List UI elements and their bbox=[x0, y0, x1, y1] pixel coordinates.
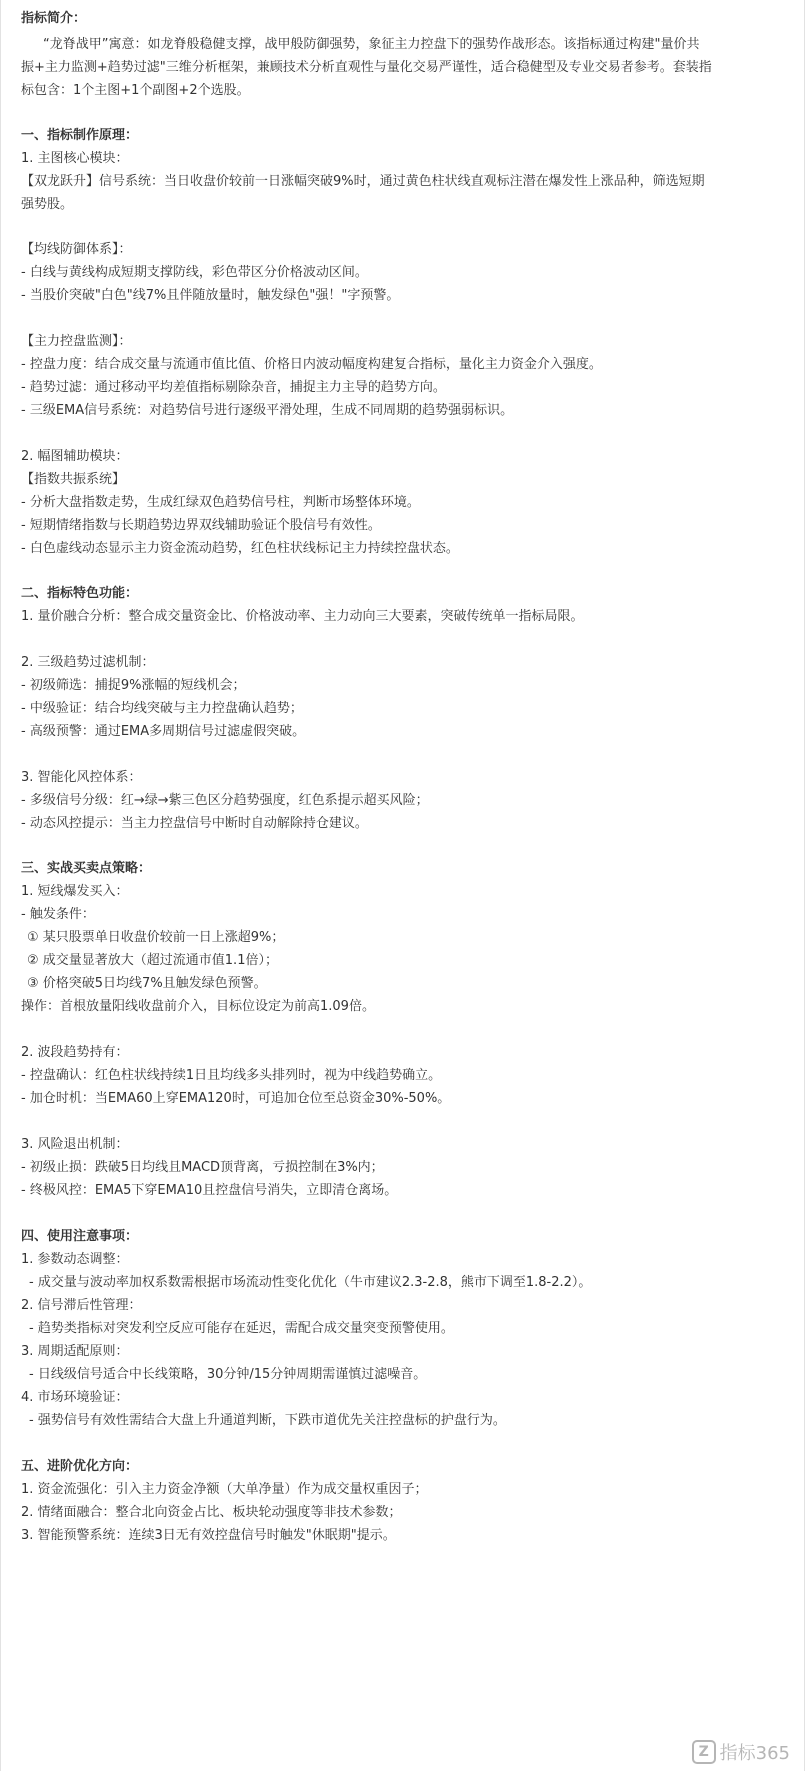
watermark-text: 指标365 bbox=[719, 1743, 790, 1764]
list-item: ③ 价格突破5日均线7%且触发绿色预警。 bbox=[27, 976, 267, 991]
s3-p3: 3. 风险退出机制： bbox=[21, 1137, 129, 1152]
s3-p1: 1. 短线爆发买入： bbox=[21, 884, 129, 899]
s3-p2: 2. 波段趋势持有： bbox=[21, 1045, 129, 1060]
list-item: - 多级信号分级：红→绿→紫三色区分趋势强度，红色系提示超买风险； bbox=[21, 793, 429, 808]
list-item: - 中级验证：结合均线突破与主力控盘确认趋势； bbox=[21, 701, 303, 716]
section-4-heading: 四、使用注意事项： bbox=[21, 1229, 139, 1244]
list-item: - 触发条件： bbox=[21, 907, 95, 922]
s1-ma-title: 【均线防御体系】： bbox=[21, 242, 132, 257]
list-item: - 初级筛选：捕捉9%涨幅的短线机会； bbox=[21, 678, 246, 693]
section-1-heading: 一、指标制作原理： bbox=[21, 128, 139, 143]
list-item: - 三级EMA信号系统：对趋势信号进行逐级平滑处理，生成不同周期的趋势强弱标识。 bbox=[21, 403, 514, 418]
watermark bbox=[692, 1739, 790, 1765]
s1-signal-line: 【双龙跃升】信号系统：当日收盘价较前一日涨幅突破9%时，通过黄色柱状线直观标注潜在爆发性上涨品种，筛选短期 bbox=[21, 174, 705, 189]
section-2-heading: 二、指标特色功能： bbox=[21, 586, 139, 601]
list-item: - 白线与黄线构成短期支撑防线，彩色带区分价格波动区间。 bbox=[21, 265, 368, 280]
list-item: - 初级止损：跌破5日均线且MACD顶背离，亏损控制在3%内； bbox=[21, 1160, 384, 1175]
list-item: - 动态风控提示：当主力控盘信号中断时自动解除持仓建议。 bbox=[21, 816, 368, 831]
list-item: 3. 智能预警系统：连续3日无有效控盘信号时触发"休眠期"提示。 bbox=[21, 1528, 396, 1543]
s1-ctrl-title: 【主力控盘监测】： bbox=[21, 334, 132, 349]
list-item: - 终极风控：EMA5下穿EMA10且控盘信号消失，立即清仓离场。 bbox=[21, 1183, 398, 1198]
intro-heading: 指标简介： bbox=[21, 11, 87, 26]
list-item: - 分析大盘指数走势，生成红绿双色趋势信号柱，判断市场整体环境。 bbox=[21, 495, 420, 510]
list-item: - 趋势过滤：通过移动平均差值指标剔除杂音，捕捉主力主导的趋势方向。 bbox=[21, 380, 446, 395]
watermark-logo-icon: Z bbox=[692, 1740, 716, 1764]
list-item: - 当股价突破"白色"线7%且伴随放量时，触发绿色"强！"字预警。 bbox=[21, 288, 400, 303]
list-item: - 强势信号有效性需结合大盘上升通道判断，下跌市道优先关注控盘标的护盘行为。 bbox=[29, 1413, 506, 1428]
s2-p3: 3. 智能化风控体系： bbox=[21, 770, 142, 785]
intro-para-line: 标包含：1个主图+1个副图+2个选股。 bbox=[21, 83, 250, 98]
intro-para-line: “龙脊战甲”寓意：如龙脊般稳健支撑，战甲般防御强势，象征主力控盘下的强势作战形态。该指标通过构建"量价共 bbox=[43, 37, 700, 52]
list-item: ② 成交量显著放大（超过流通市值1.1倍）； bbox=[27, 953, 278, 968]
list-item: - 白色虚线动态显示主力资金流动趋势，红色柱状线标记主力持续控盘状态。 bbox=[21, 541, 459, 556]
intro-para-line: 振+主力监测+趋势过滤"三维分析框架，兼顾技术分析直观性与量化交易严谨性，适合稳健型及专业交易者参考。套装指 bbox=[21, 60, 712, 75]
section-5-heading: 五、进阶优化方向： bbox=[21, 1459, 139, 1474]
s1-sub2: 2. 幅图辅助模块： bbox=[21, 449, 129, 464]
list-item: 2. 信号滞后性管理： bbox=[21, 1298, 142, 1313]
list-item: 操作：首根放量阳线收盘前介入，目标位设定为前高1.09倍。 bbox=[21, 999, 375, 1014]
list-item: - 日线级信号适合中长线策略，30分钟/15分钟周期需谨慎过滤噪音。 bbox=[29, 1367, 427, 1382]
list-item: 2. 情绪面融合：整合北向资金占比、板块轮动强度等非技术参数； bbox=[21, 1505, 402, 1520]
list-item: - 加仓时机：当EMA60上穿EMA120时，可追加仓位至总资金30%-50%。 bbox=[21, 1091, 451, 1106]
list-item: 4. 市场环境验证： bbox=[21, 1390, 129, 1405]
list-item: - 高级预警：通过EMA多周期信号过滤虚假突破。 bbox=[21, 724, 306, 739]
s1-signal-line: 强势股。 bbox=[21, 197, 74, 212]
list-item: - 成交量与波动率加权系数需根据市场流动性变化优化（牛市建议2.3-2.8，熊市下调至1.8-2.2）。 bbox=[29, 1275, 592, 1290]
list-item: - 短期情绪指数与长期趋势边界双线辅助验证个股信号有效性。 bbox=[21, 518, 381, 533]
list-item: - 控盘力度：结合成交量与流通市值比值、价格日内波动幅度构建复合指标，量化主力资金介入强度。 bbox=[21, 357, 602, 372]
list-item: 1. 资金流强化：引入主力资金净额（大单净量）作为成交量权重因子； bbox=[21, 1482, 428, 1497]
list-item: - 控盘确认：红色柱状线持续1日且均线多头排列时，视为中线趋势确立。 bbox=[21, 1068, 442, 1083]
list-item: 3. 周期适配原则： bbox=[21, 1344, 129, 1359]
list-item: - 趋势类指标对突发利空反应可能存在延迟，需配合成交量突变预警使用。 bbox=[29, 1321, 454, 1336]
section-3-heading: 三、实战买卖点策略： bbox=[21, 861, 152, 876]
s1-sub1: 1. 主图核心模块： bbox=[21, 151, 129, 166]
s1-idx-title: 【指数共振系统】 bbox=[21, 472, 126, 487]
list-item: 1. 参数动态调整： bbox=[21, 1252, 129, 1267]
list-item: ① 某只股票单日收盘价较前一日上涨超9%； bbox=[27, 930, 285, 945]
s2-p2: 2. 三级趋势过滤机制： bbox=[21, 655, 155, 670]
s2-p1: 1. 量价融合分析：整合成交量资金比、价格波动率、主力动向三大要素，突破传统单一指标局限。 bbox=[21, 609, 584, 624]
